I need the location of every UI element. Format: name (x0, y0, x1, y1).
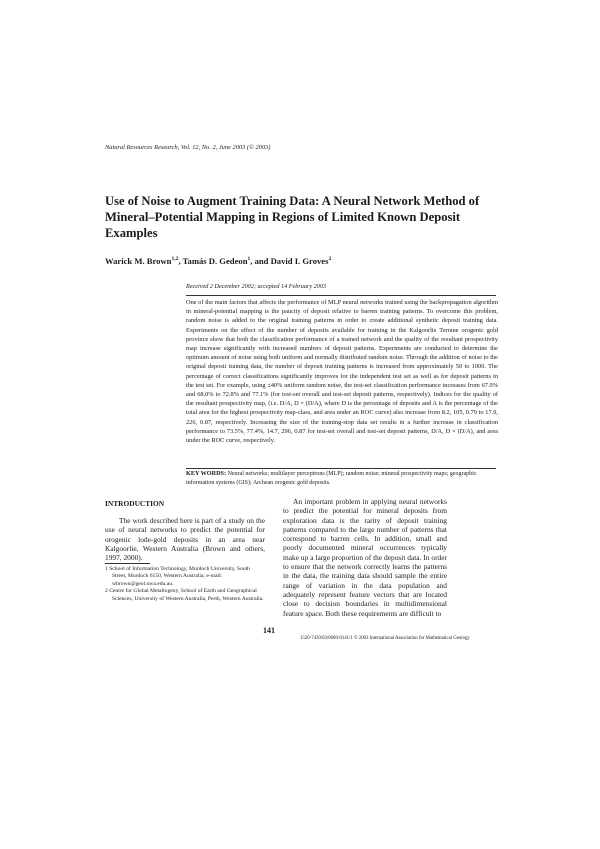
author-separator: , and (250, 256, 271, 266)
left-column (105, 516, 265, 562)
author-affiliation-mark: 2 (328, 256, 332, 263)
footnote: 2 Centre for Global Metallogeny, School of Earth and Geographical Sciences, University of Western Australia, Perth, Western Australia. (105, 588, 264, 602)
paper-title: Use of Noise to Augment Training Data: A Neural Network Method of Mineral–Potential Mapping in Regions of Limited Known Deposit Examples (105, 194, 480, 240)
author-name: David I. Groves (270, 256, 329, 266)
abstract-top-rule (186, 295, 496, 296)
keywords (186, 470, 496, 487)
abstract: One of the main factors that affects the performance of MLP neural networks trained using the backpropagation algorithm in mineral-potential mapping is the paucity of deposit relative to barren training patterns. To overcome this problem, random noise is added to the original training patterns in order to create additional synthetic deposit training data. Experiments on the effect of the number of deposits available for training in the Kalgoorlie Terrane orogenic gold province show that both the classification performance of a trained network and the quality of the resultant prospectivity map increase significantly with increased numbers of deposit patterns. Experiments are conducted to determine the optimum amount of noise using both uniform and normally distributed random noise. Through the addition of noise to the original deposit training data, the number of deposit training patterns is increased from approximately 50 to 1000. The percentage of correct classifications significantly improves for the independent test set as well as for deposit patterns in the test set. For example, using ±40% uniform random noise, the test-set classification performance increases from 67.9% and 68.0% to 72.8% and 77.1% (for test-set overall and test-set deposit patterns, respectively). Indices for the quality of the resultant prospectivity map, (i.e. D/A, D × (D/A), where D is the percentage of deposits and A is the percentage of the total area for the highest prospectivity map-class, and area under an ROC curve) also increase from 8.2, 105, 0.79 to 17.9, 226, 0.87, respectively. Increasing the size of the training-stop data set results in a further increase in classification performance to 73.5%, 77.4%, 14.7, 296, 0.87 for test-set overall and test-set deposit patterns, D/A, D × (D/A), and area under the ROC curve, respectively. (186, 299, 498, 445)
footnotes (105, 566, 265, 603)
body-paragraph: An important problem in applying neural networks to predict the potential for mineral deposits from exploration data is the rarity of deposit training patterns compared to the large number of patterns that correspond to barren cells. In addition, small and poorly documented mineral occurrences typically make up a large proportion of the deposit data. In order to ensure that the network correctly learns the patterns in the data, the training data should sample the entire range of variation in the data population and adequately represent feature vectors that are located close to decision boundaries in multidimensional feature space. Both these requirements are difficult to (283, 497, 447, 618)
page-number: 141 (263, 626, 275, 635)
author-affiliation-mark: 1 (247, 256, 251, 263)
author-affiliation-mark: 1,2 (171, 256, 179, 263)
abstract-bottom-rule (186, 468, 496, 469)
keywords-text: Neural networks; multilayer perceptrons (MLP); random noise; mineral prospectivity maps; geographic information systems (GIS); Archean orogenic gold deposits. (186, 471, 477, 486)
section-heading-introduction: INTRODUCTION (105, 499, 165, 508)
author-list (105, 256, 331, 266)
author-name: Tamás D. Gedeon (182, 256, 248, 266)
intro-paragraph: The work described here is part of a study on the use of neural networks to predict the potential for orogenic lode-gold deposits in an area near Kalgoorlie, Western Australia (Brown and others, 1997, 2000). (105, 516, 265, 563)
footnote: 1 School of Information Technology, Murdoch University, South Street, Murdoch 6150, Western Australia; e-mail: wbrown@geol.uwa.edu.au. (105, 566, 250, 587)
footnote-rule (105, 563, 150, 564)
right-column (283, 497, 447, 618)
received-date: Received 2 December 2002; accepted 14 February 2003 (186, 283, 327, 290)
keywords-label: KEY WORDS: (186, 470, 227, 477)
copyright-line: 1520-7439/03/0600-0141/1 © 2003 International Association for Mathematical Geology (300, 636, 470, 641)
author-name: Warick M. Brown (105, 256, 172, 266)
author-separator: , (178, 256, 183, 266)
journal-citation: Natural Resources Research, Vol. 12, No. 2, June 2003 (© 2003) (105, 144, 271, 151)
